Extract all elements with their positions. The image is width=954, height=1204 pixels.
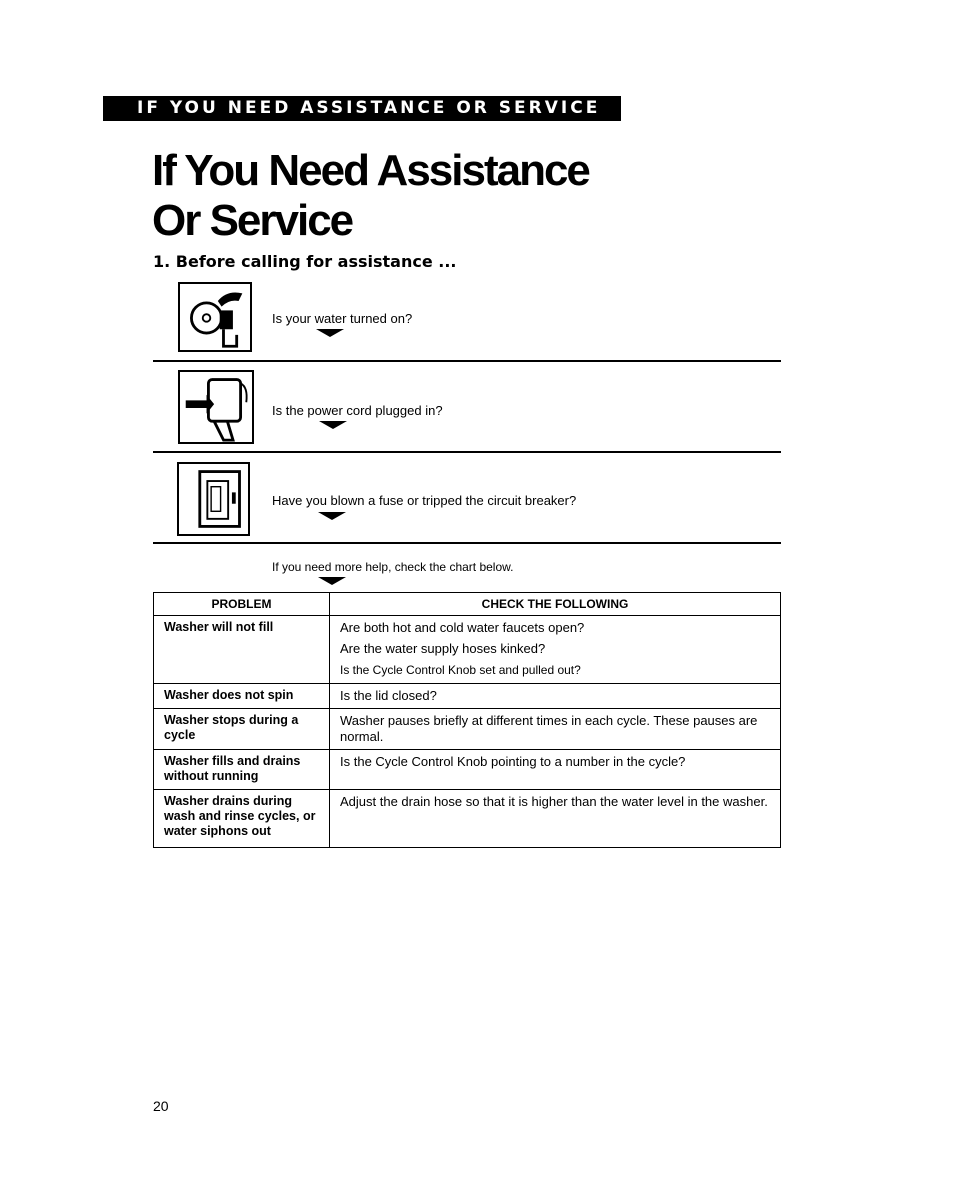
page-title-line-2: Or Service (152, 196, 353, 245)
table-row (154, 616, 781, 684)
table-row (154, 750, 781, 790)
divider (153, 542, 781, 544)
section-banner: IF YOU NEED ASSISTANCE OR SERVICE (103, 96, 621, 121)
table-row (154, 684, 781, 709)
column-header-problem: PROBLEM (154, 593, 330, 616)
check-item: Are the water supply hoses kinked? (340, 641, 546, 656)
arrow-down-icon (316, 329, 344, 337)
page-number: 20 (153, 1098, 169, 1114)
check-cell (330, 616, 781, 684)
arrow-down-icon (318, 512, 346, 520)
page-title-line-1: If You Need Assistance (152, 146, 589, 195)
table-header-row (154, 593, 781, 616)
check-item: Are both hot and cold water faucets open? (340, 620, 585, 635)
check-item: Is the Cycle Control Knob pointing to a number in the cycle? (340, 754, 686, 769)
breaker-box-icon (177, 462, 250, 536)
water-faucet-icon (178, 282, 252, 352)
page-title (152, 146, 589, 246)
check-item: Washer pauses briefly at different times in each cycle. These pauses are normal. (340, 713, 758, 744)
power-plug-icon (178, 370, 254, 444)
column-header-check: CHECK THE FOLLOWING (330, 593, 781, 616)
check-item: Is the lid closed? (340, 688, 437, 703)
check-row-power (153, 362, 781, 454)
check-question: Have you blown a fuse or tripped the circuit breaker? (272, 493, 577, 508)
problem-cell: Washer drains during wash and rinse cycles, or water siphons out (154, 790, 330, 848)
problem-cell: Washer does not spin (154, 684, 330, 709)
divider (153, 451, 781, 453)
check-cell (330, 750, 781, 790)
check-cell (330, 709, 781, 750)
problem-cell: Washer stops during a cycle (154, 709, 330, 750)
check-question: Is your water turned on? (272, 311, 413, 326)
table-row (154, 790, 781, 848)
check-row-water (153, 280, 781, 362)
troubleshooting-table (153, 592, 781, 848)
check-item: Adjust the drain hose so that it is higher than the water level in the washer. (340, 794, 768, 809)
arrow-down-icon (318, 577, 346, 585)
arrow-down-icon (319, 421, 347, 429)
table-row (154, 709, 781, 750)
check-cell (330, 790, 781, 848)
check-question: Is the power cord plugged in? (272, 403, 443, 418)
help-note: If you need more help, check the chart below. (272, 560, 514, 574)
section-subheading: 1. Before calling for assistance ... (153, 252, 457, 271)
problem-cell: Washer will not fill (154, 616, 330, 684)
problem-cell: Washer fills and drains without running (154, 750, 330, 790)
check-cell (330, 684, 781, 709)
check-row-breaker (153, 454, 781, 546)
check-item: Is the Cycle Control Knob set and pulled out? (340, 663, 581, 677)
